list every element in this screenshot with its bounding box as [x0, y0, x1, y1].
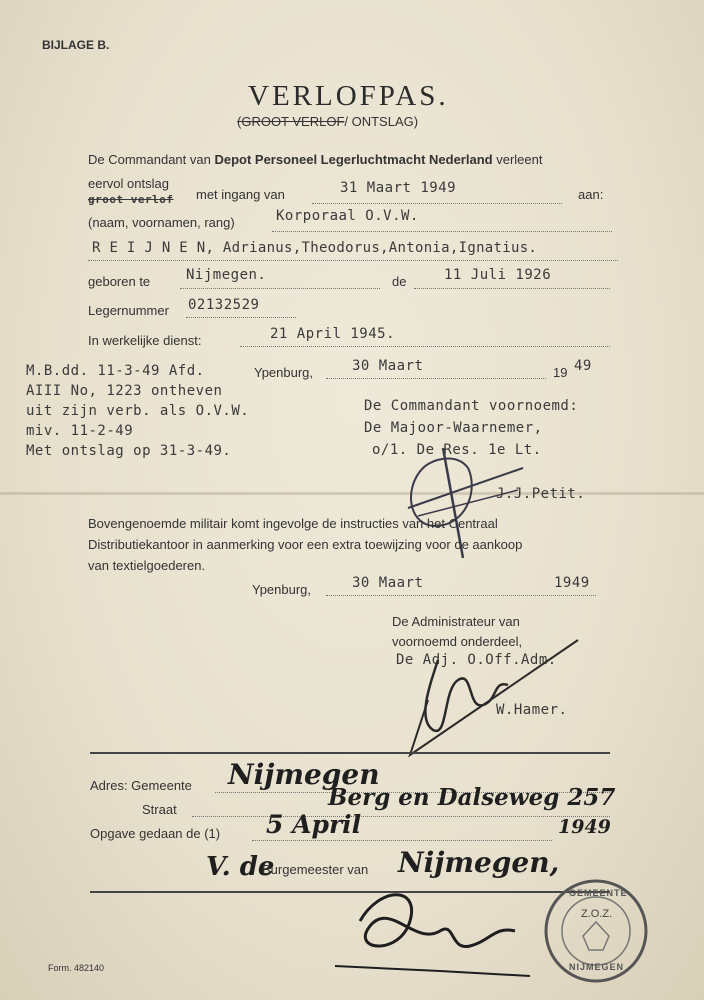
effective-label: met ingang van [196, 187, 285, 202]
document-title: VERLOFPAS. [248, 80, 449, 112]
mayor-signature [330, 876, 550, 991]
subtitle-struck: (GROOT VERLOF [237, 114, 345, 129]
address-label: Adres: Gemeente [90, 778, 192, 793]
name-label: (naam, voornamen, rang) [88, 215, 235, 230]
birthplace: Nijmegen. [186, 267, 267, 283]
full-name: R E I J N E N, Adrianus,Theodorus,Antonia,Ignatius. [92, 240, 538, 256]
textile-line1: Bovengenoemde militair komt ingevolge de instructies van het Centraal [88, 516, 498, 531]
subtitle-rest: / ONTSLAG) [344, 114, 419, 129]
paper-fold [0, 492, 704, 495]
document-subtitle [237, 114, 418, 129]
reported-line [252, 840, 552, 841]
intro-prefix: De Commandant van [88, 152, 211, 167]
administrator-signature [398, 630, 588, 770]
unit-name: Depot Personeel Legerluchtmacht Nederland [214, 152, 493, 167]
administrator-title: De Adj. O.Off.Adm. [396, 652, 557, 668]
address-city: Nijmegen [228, 758, 380, 791]
issue-place: Ypenburg, [254, 365, 314, 380]
street-line [192, 816, 610, 817]
textile-date: 30 Maart [352, 575, 424, 591]
to-label: aan: [578, 187, 604, 202]
reported-label: Opgave gedaan de (1) [90, 826, 221, 841]
born-label: geboren te [88, 274, 151, 289]
textile-date-line [326, 595, 596, 596]
army-number-line [186, 317, 296, 318]
remark-line: miv. 11-2-49 [26, 423, 134, 439]
service-label: In werkelijke dienst: [88, 333, 202, 348]
street-label: Straat [142, 802, 177, 817]
textile-line3: van textielgoederen. [88, 558, 206, 573]
effective-date-line [312, 203, 562, 204]
remark-block [26, 361, 249, 461]
stamp-bottom-text: NIJMEGEN [569, 962, 625, 972]
remark-line: AIII No, 1223 ontheven [26, 383, 223, 399]
section-divider [90, 752, 610, 754]
form-number: Form. 482140 [48, 963, 105, 973]
mayor-label: Burgemeester van [262, 862, 369, 877]
birth-date: 11 Juli 1926 [444, 267, 552, 283]
issue-year-suffix: 49 [574, 358, 592, 374]
remark-line: uit zijn verb. als O.V.W. [26, 403, 250, 419]
intro-suffix: verleent [496, 152, 543, 167]
full-name-line [88, 260, 618, 261]
commander-name: J.J.Petit. [496, 486, 586, 502]
stamp-middle-text: Z.O.Z. [581, 908, 613, 920]
remark-line: Met ontslag op 31-3-49. [26, 443, 232, 459]
annex-label: BIJLAGE B. [42, 38, 110, 52]
stamp-top-text: GEMEENTE [569, 888, 628, 898]
intro-line [88, 152, 542, 167]
birth-date-label: de [392, 274, 407, 289]
service-line [240, 346, 610, 347]
army-number-label: Legernummer [88, 303, 169, 318]
birthplace-line [180, 288, 380, 289]
honorable-label: eervol ontslag [88, 176, 169, 191]
textile-paragraph [88, 513, 522, 576]
issue-year-prefix: 19 [553, 365, 568, 380]
army-number: 02132529 [188, 297, 260, 313]
rank-line [272, 231, 612, 232]
commander-line2: De Majoor-Waarnemer, [364, 420, 543, 436]
administrator-line2: voornoemd onderdeel, [392, 634, 523, 649]
administrator-line1: De Administrateur van [392, 614, 520, 629]
birth-date-line [414, 288, 610, 289]
administrator-name: W.Hamer. [496, 702, 568, 718]
municipal-stamp [543, 878, 649, 984]
rank-value: Korporaal O.V.W. [276, 208, 419, 224]
struck-leave: groot verlof [88, 193, 174, 206]
mayor-prefix: V. de [206, 852, 275, 882]
commander-line1: De Commandant voornoemd: [364, 398, 579, 414]
issue-date: 30 Maart [352, 358, 424, 374]
mayor-city: Nijmegen, [398, 846, 560, 879]
textile-place: Ypenburg, [252, 582, 312, 597]
issue-date-line [326, 378, 546, 379]
commander-line3: o/1. De Res. 1e Lt. [372, 442, 542, 458]
textile-line2: Distributiekantoor in aanmerking voor een extra toewijzing voor de aankoop [88, 537, 523, 552]
address-street: Berg en Dalseweg 257 [328, 784, 616, 811]
textile-year: 1949 [554, 575, 590, 591]
reported-year: 1949 [558, 816, 611, 838]
service-date: 21 April 1945. [270, 326, 396, 342]
remark-line: M.B.dd. 11-3-49 Afd. [26, 363, 205, 379]
reported-date: 5 April [266, 810, 362, 839]
effective-date: 31 Maart 1949 [340, 180, 457, 196]
